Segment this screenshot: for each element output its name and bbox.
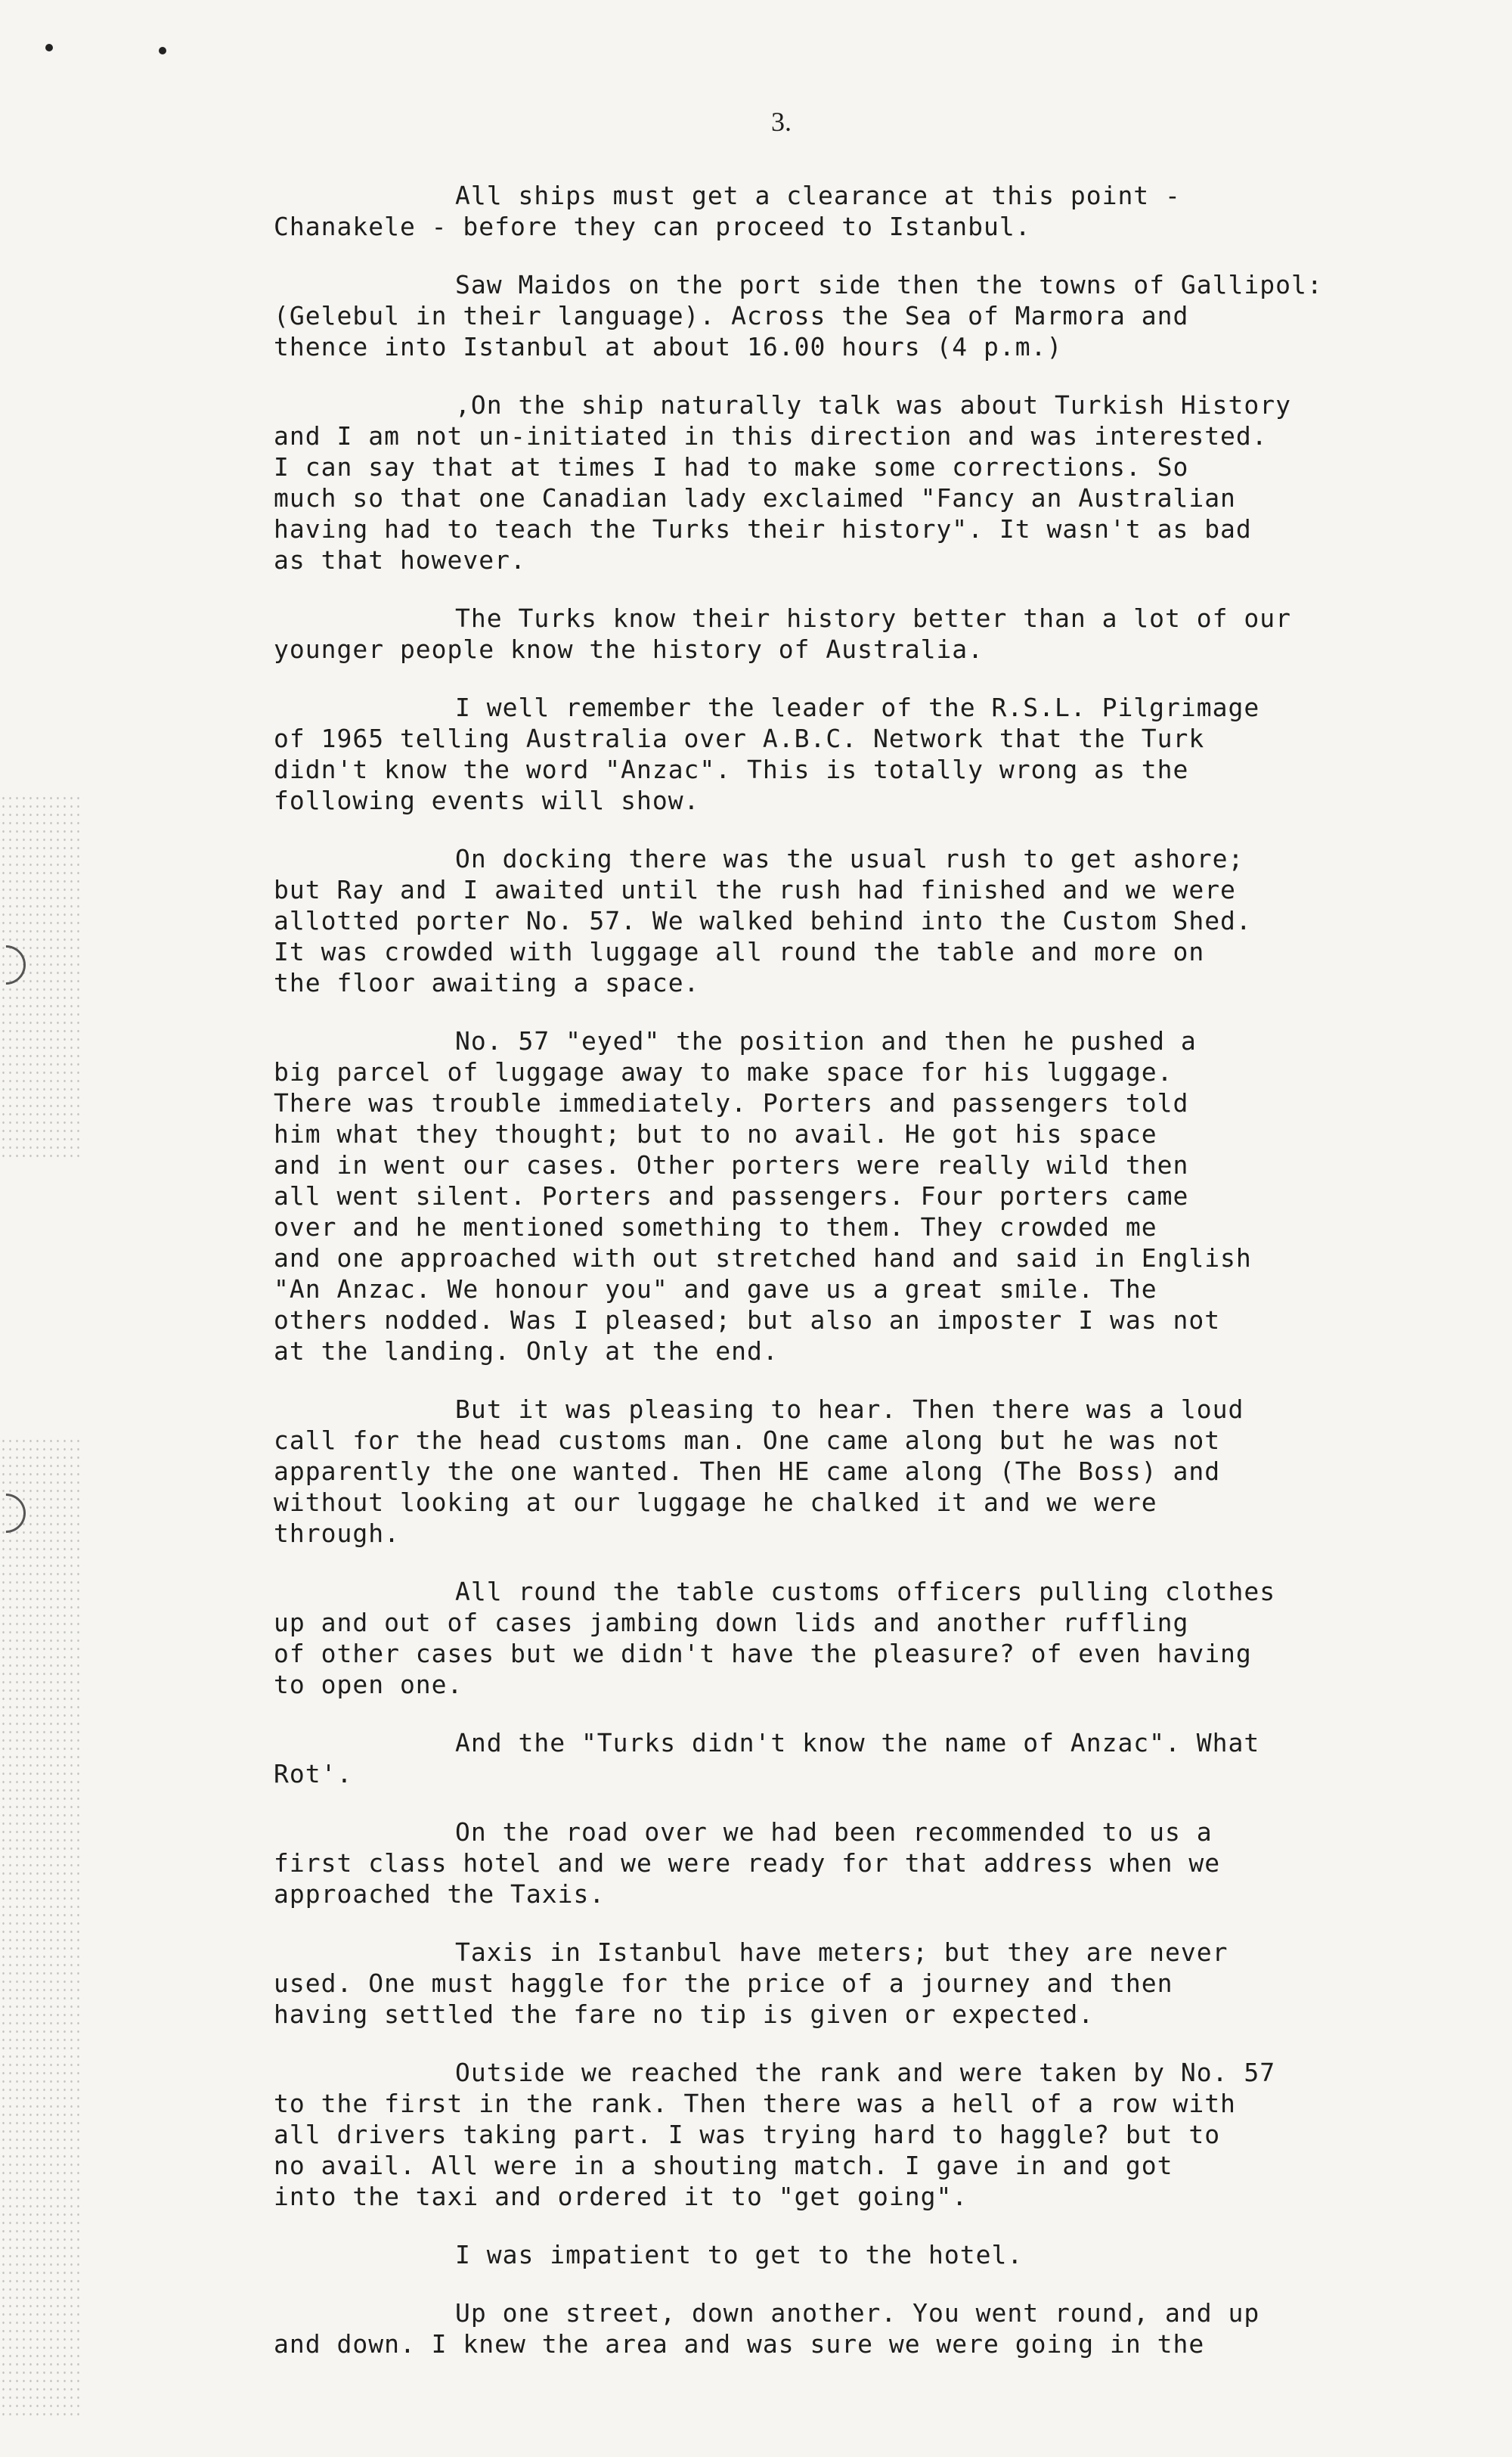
- text-line: having had to teach the Turks their history". It wasn't as bad: [274, 514, 1252, 544]
- text-line: the floor awaiting a space.: [274, 968, 700, 997]
- text-line: as that however.: [274, 545, 526, 575]
- text-line: him what they thought; but to no avail. He got his space: [274, 1119, 1157, 1149]
- text-line: And the "Turks didn't know the name of Anzac". What: [455, 1728, 1260, 1757]
- body-text: [274, 180, 1453, 2387]
- text-line: of 1965 telling Australia over A.B.C. Network that the Turk: [274, 724, 1205, 753]
- text-line: It was crowded with luggage all round the table and more on: [274, 937, 1205, 966]
- text-line: apparently the one wanted. Then HE came along (The Boss) and: [274, 1457, 1221, 1486]
- paragraph: [274, 1576, 1453, 1700]
- text-line: I well remember the leader of the R.S.L. Pilgrimage: [455, 693, 1260, 722]
- text-line: I was impatient to get to the hotel.: [455, 2240, 1024, 2269]
- text-line: big parcel of luggage away to make space for his luggage.: [274, 1057, 1173, 1087]
- text-line: but Ray and I awaited until the rush had finished and we were: [274, 875, 1236, 904]
- text-line: to the first in the rank. Then there was a hell of a row with: [274, 2089, 1236, 2118]
- text-line: to open one.: [274, 1670, 463, 1699]
- text-line: into the taxi and ordered it to "get going".: [274, 2182, 968, 2211]
- paragraph: [274, 180, 1453, 242]
- text-line: All ships must get a clearance at this point -: [455, 181, 1181, 210]
- text-line: all drivers taking part. I was trying hard to haggle? but to: [274, 2120, 1221, 2149]
- text-line: ,On the ship naturally talk was about Turkish History: [455, 390, 1291, 420]
- text-line: On the road over we had been recommended to us a: [455, 1817, 1213, 1847]
- text-line: Outside we reached the rank and were taken by No. 57: [455, 2058, 1276, 2087]
- text-line: having settled the fare no tip is given or expected.: [274, 1999, 1095, 2029]
- text-line: I can say that at times I had to make some corrections. So: [274, 452, 1189, 482]
- text-line: But it was pleasing to hear. Then there was a loud: [455, 1394, 1244, 1424]
- paragraph: [274, 1937, 1453, 2030]
- scan-mark-dot: [45, 44, 53, 51]
- text-line: much so that one Canadian lady exclaimed "Fancy an Australian: [274, 483, 1236, 513]
- paragraph: [274, 1816, 1453, 1909]
- paragraph: [274, 603, 1453, 665]
- text-line: No. 57 "eyed" the position and then he pushed a: [455, 1026, 1197, 1056]
- text-line: and I am not un-initiated in this direction and was interested.: [274, 421, 1268, 451]
- text-line: following events will show.: [274, 786, 700, 815]
- text-line: thence into Istanbul at about 16.00 hours (4 p.m.): [274, 332, 1063, 361]
- text-line: others nodded. Was I pleased; but also an imposter I was not: [274, 1305, 1221, 1335]
- text-line: On docking there was the usual rush to get ashore;: [455, 844, 1244, 873]
- text-line: used. One must haggle for the price of a journey and then: [274, 1968, 1173, 1998]
- paragraph: [274, 269, 1453, 362]
- text-line: There was trouble immediately. Porters and passengers told: [274, 1088, 1189, 1118]
- paragraph: [274, 2057, 1453, 2212]
- paragraph: [274, 1025, 1453, 1367]
- page-number: 3.: [771, 107, 792, 137]
- text-line: and one approached with out stretched hand and said in English: [274, 1243, 1252, 1273]
- paragraph: [274, 2239, 1453, 2270]
- text-line: and down. I knew the area and was sure we were going in the: [274, 2329, 1205, 2359]
- text-line: didn't know the word "Anzac". This is totally wrong as the: [274, 755, 1189, 784]
- paragraph: [274, 2297, 1453, 2359]
- text-line: Up one street, down another. You went round, and up: [455, 2298, 1260, 2328]
- text-line: all went silent. Porters and passengers. Four porters came: [274, 1181, 1189, 1211]
- text-line: "An Anzac. We honour you" and gave us a great smile. The: [274, 1274, 1157, 1304]
- scan-mark-dot: [159, 47, 166, 54]
- paragraph: [274, 843, 1453, 998]
- text-line: no avail. All were in a shouting match. I gave in and got: [274, 2151, 1173, 2180]
- text-line: first class hotel and we were ready for that address when we: [274, 1848, 1221, 1878]
- text-line: call for the head customs man. One came along but he was not: [274, 1425, 1221, 1455]
- text-line: Taxis in Istanbul have meters; but they are never: [455, 1937, 1228, 1967]
- text-line: The Turks know their history better than a lot of our: [455, 603, 1291, 633]
- scan-speckle-left-lower: [0, 1437, 83, 2420]
- paragraph: [274, 389, 1453, 575]
- paragraph: [274, 1394, 1453, 1549]
- text-line: Chanakele - before they can proceed to Istanbul.: [274, 212, 1031, 241]
- text-line: Saw Maidos on the port side then the towns of Gallipol:: [455, 270, 1323, 299]
- text-line: approached the Taxis.: [274, 1879, 606, 1909]
- text-line: allotted porter No. 57. We walked behind into the Custom Shed.: [274, 906, 1252, 935]
- text-line: without looking at our luggage he chalked it and we were: [274, 1488, 1157, 1517]
- text-line: at the landing. Only at the end.: [274, 1336, 779, 1366]
- text-line: and in went our cases. Other porters were really wild then: [274, 1150, 1189, 1180]
- paragraph: [274, 1727, 1453, 1789]
- text-line: All round the table customs officers pulling clothes: [455, 1577, 1276, 1606]
- paragraph: [274, 692, 1453, 816]
- text-line: through.: [274, 1519, 400, 1548]
- text-line: (Gelebul in their language). Across the Sea of Marmora and: [274, 301, 1189, 330]
- text-line: over and he mentioned something to them. They crowded me: [274, 1212, 1157, 1242]
- text-line: younger people know the history of Australia.: [274, 634, 984, 664]
- text-line: up and out of cases jambing down lids and another ruffling: [274, 1608, 1189, 1637]
- text-line: of other cases but we didn't have the pleasure? of even having: [274, 1639, 1252, 1668]
- text-line: Rot'.: [274, 1759, 353, 1788]
